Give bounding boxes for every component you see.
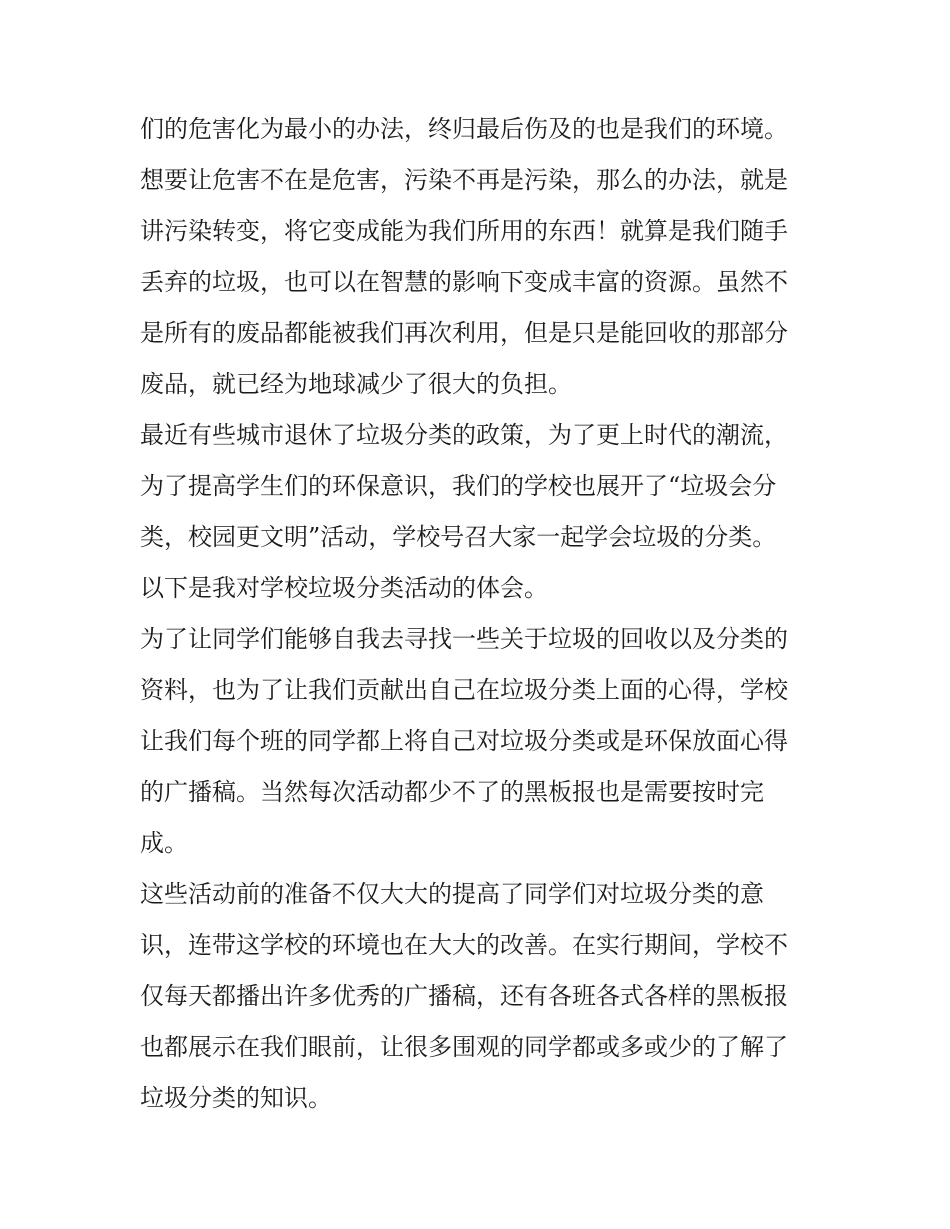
text-line: 讲污染转变，将它变成能为我们所用的东西！就算是我们随手	[140, 217, 788, 245]
text-line: 类，校园更文明”活动，学校号召大家一起学会垃圾的分类。	[140, 523, 777, 551]
text-line: 以下是我对学校垃圾分类活动的体会。	[140, 574, 548, 602]
text-line: 为了让同学们能够自我去寻找一些关于垃圾的回收以及分类的	[140, 625, 788, 653]
document-body	[140, 104, 830, 1124]
text-line: 垃圾分类的知识。	[140, 1084, 332, 1112]
text-line: 成。	[140, 829, 188, 857]
text-line: 为了提高学生们的环保意识，我们的学校也展开了“垃圾会分	[140, 472, 777, 500]
text-line: 让我们每个班的同学都上将自己对垃圾分类或是环保放面心得	[140, 727, 788, 755]
text-line: 的广播稿。当然每次活动都少不了的黑板报也是需要按时完	[140, 778, 764, 806]
text-line: 想要让危害不在是危害，污染不再是污染，那么的办法，就是	[140, 166, 788, 194]
text-line: 废品，就已经为地球减少了很大的负担。	[140, 370, 572, 398]
text-line: 识，连带这学校的环境也在大大的改善。在实行期间，学校不	[140, 931, 788, 959]
text-line: 仅每天都播出许多优秀的广播稿，还有各班各式各样的黑板报	[140, 982, 788, 1010]
text-line: 们的危害化为最小的办法，终归最后伤及的也是我们的环境。	[140, 115, 788, 143]
text-line: 资料，也为了让我们贡献出自己在垃圾分类上面的心得，学校	[140, 676, 788, 704]
text-line: 最近有些城市退休了垃圾分类的政策，为了更上时代的潮流，	[140, 421, 788, 449]
text-line: 也都展示在我们眼前，让很多围观的同学都或多或少的了解了	[140, 1033, 788, 1061]
text-line: 丢弃的垃圾，也可以在智慧的影响下变成丰富的资源。虽然不	[140, 268, 788, 296]
text-line: 这些活动前的准备不仅大大的提高了同学们对垃圾分类的意	[140, 880, 764, 908]
text-line: 是所有的废品都能被我们再次利用，但是只是能回收的那部分	[140, 319, 788, 347]
